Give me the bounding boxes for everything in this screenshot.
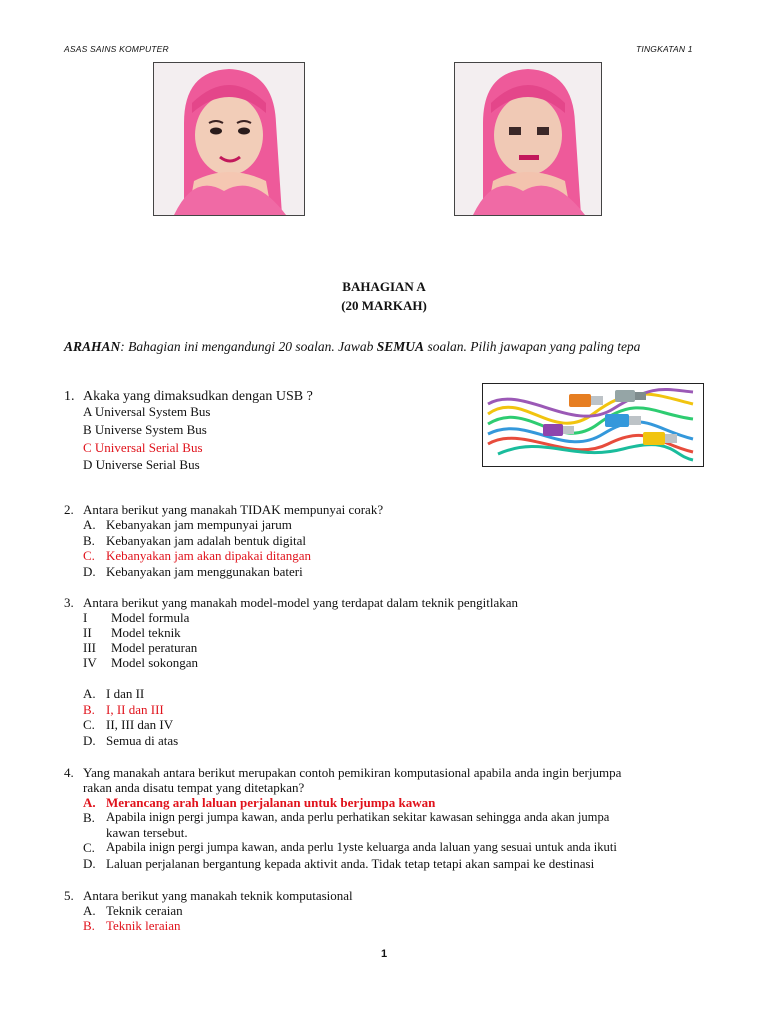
question-text-line2: rakan anda disatu tempat yang ditetapkan? — [83, 780, 305, 795]
instructions — [64, 337, 714, 356]
option-text: Universal Serial Bus — [94, 440, 203, 455]
option-text: Universe System Bus — [94, 422, 207, 437]
question-number: 3. — [64, 595, 74, 610]
option-b[interactable] — [83, 422, 207, 438]
option-label: B — [83, 422, 92, 437]
usb-cables-image — [482, 383, 704, 467]
option-c-answer[interactable] — [83, 440, 203, 456]
question-text: Antara berikut yang manakah teknik komputasional — [83, 888, 353, 903]
question-text-line1: Yang manakah antara berikut merupakan contoh pemikiran komputasional apabila anda ingin berjumpa — [83, 765, 622, 780]
statement-text: Model sokongan — [111, 655, 199, 670]
option-label: B. — [83, 810, 95, 825]
instructions-emphasis: SEMUA — [376, 339, 425, 354]
option-text: Apabila inign pergi jumpa kawan, anda perlu perhatikan sekitar kawasan sehingga anda akan jumpa — [106, 810, 610, 824]
option-label: B. — [83, 918, 95, 933]
instructions-label: ARAHAN — [64, 339, 121, 354]
statement-text: Model formula — [111, 610, 190, 625]
question-number: 1. — [64, 389, 75, 404]
option-label: A. — [83, 795, 96, 810]
option-label: D. — [83, 733, 96, 748]
statement-roman: III — [83, 640, 96, 655]
statement-text: Model teknik — [111, 625, 181, 640]
option-label: D. — [83, 564, 96, 579]
option-label: D — [83, 457, 93, 472]
question-text: Akaka yang dimaksudkan dengan USB ? — [83, 389, 313, 404]
statement-roman: I — [83, 610, 88, 625]
option-text: Kebanyakan jam adalah bentuk digital — [106, 533, 306, 548]
option-text: I dan II — [106, 686, 145, 701]
option-label: C. — [83, 717, 95, 732]
option-text: II, III dan IV — [106, 717, 174, 732]
option-label: B. — [83, 533, 95, 548]
option-text-continued: kawan tersebut. — [106, 825, 188, 840]
portrait-photo-right — [454, 62, 602, 216]
option-text: Kebanyakan jam mempunyai jarum — [106, 517, 292, 532]
option-text: Merancang arah laluan perjalanan untuk berjumpa kawan — [106, 795, 436, 810]
option-d[interactable] — [83, 457, 200, 473]
option-label: A. — [83, 686, 96, 701]
option-label: A — [83, 404, 92, 419]
option-text: Teknik ceraian — [106, 903, 183, 918]
option-text: I, II dan III — [106, 702, 164, 717]
option-text: Kebanyakan jam akan dipakai ditangan — [106, 548, 312, 563]
instructions-text-before: : Bahagian ini mengandungi 20 soalan. Jawab — [120, 339, 377, 354]
option-text: Semua di atas — [106, 733, 179, 748]
option-text: Universe Serial Bus — [95, 457, 200, 472]
question-number: 5. — [64, 888, 74, 903]
option-text: Kebanyakan jam menggunakan bateri — [106, 564, 303, 579]
option-label: A. — [83, 903, 96, 918]
header-subject: ASAS SAINS KOMPUTER — [64, 44, 169, 54]
question-number: 2. — [64, 502, 74, 517]
option-text: Laluan perjalanan bergantung kepada aktivit anda. Tidak tetap tetapi akan sampai ke destinasi — [106, 856, 595, 871]
header-form: TINGKATAN 1 — [636, 44, 693, 54]
option-label: A. — [83, 517, 96, 532]
option-label: B. — [83, 702, 95, 717]
statement-roman: II — [83, 625, 92, 640]
option-text: Universal System Bus — [94, 404, 211, 419]
option-text: Teknik leraian — [106, 918, 181, 933]
section-marks: (20 MARKAH) — [341, 298, 427, 313]
section-title: BAHAGIAN A — [342, 279, 426, 294]
option-label: C. — [83, 548, 95, 563]
question-text: Antara berikut yang manakah model-model yang terdapat dalam teknik pengitlakan — [83, 595, 518, 610]
option-label: C — [83, 440, 92, 455]
page-number: 1 — [380, 948, 388, 960]
option-label: D. — [83, 856, 96, 871]
option-a[interactable] — [83, 404, 210, 420]
statement-text: Model peraturan — [111, 640, 198, 655]
question-text: Antara berikut yang manakah TIDAK mempunyai corak? — [83, 502, 384, 517]
option-text: Apabila inign pergi jumpa kawan, anda perlu 1yste keluarga anda laluan yang sesuai untuk anda ikuti — [106, 840, 617, 854]
portrait-photo-left — [153, 62, 305, 216]
question-number: 4. — [64, 765, 74, 780]
instructions-text-after: soalan. Pilih jawapan yang paling tepa — [424, 339, 641, 354]
option-label: C. — [83, 840, 95, 855]
statement-roman: IV — [83, 655, 97, 670]
